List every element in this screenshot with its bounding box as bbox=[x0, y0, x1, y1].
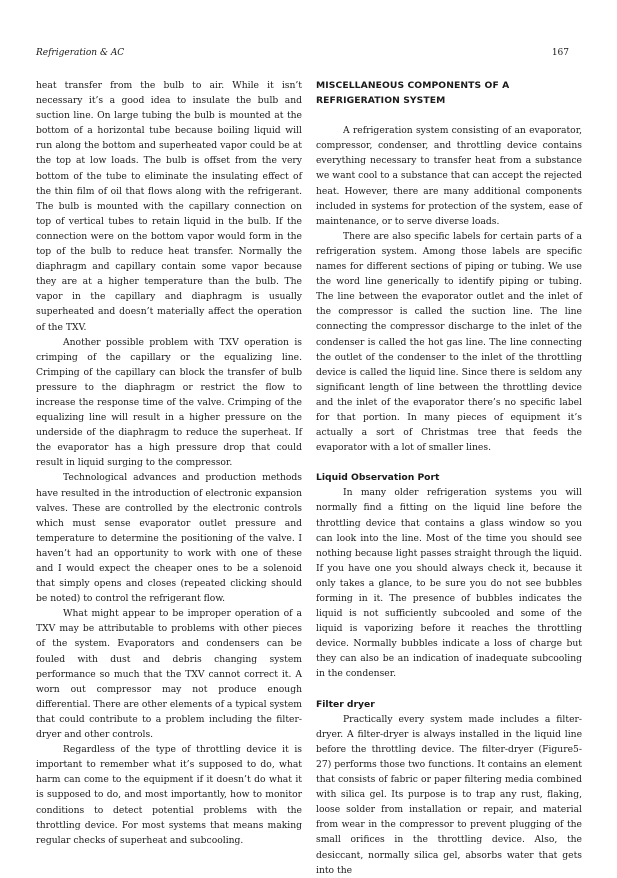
paragraph: In many older refrigeration systems you will normally find a fitting on the liquid line before the throttling device that contains a glass window so you can look into the line. Most of the time you should see nothing because light passes straight through the liquid. If you have one you should always check it, because it only takes a glance, to be sure you do not see bubbles forming in it. The presence of bubbles indicates the liquid is not sufficiently subcooled and some of the liquid is vaporizing before it reaches the throttling device. Normally bubbles indicate a loss of charge but they can also be an indication of inadequate subcooling in the condenser. bbox=[316, 487, 582, 680]
section-title: MISCELLANEOUS COMPONENTS OF A REFRIGERATION SYSTEM bbox=[316, 80, 510, 107]
left-column bbox=[36, 78, 302, 848]
spacer bbox=[316, 455, 582, 470]
paragraph: A refrigeration system consisting of an evaporator, compressor, condenser, and throttling device contains everything necessary to transfer heat from a substance we want cool to a substance that can accept the rejected heat. However, there are many additional components included in systems for protection of the system, ease of maintenance, or to serve diverse loads. bbox=[316, 125, 582, 227]
paragraph: What might appear to be improper operation of a TXV may be attributable to problems with other pieces of the system. Evaporators and condensers can be fouled with dust and debris changing system performance so much that the TXV cannot correct it. A worn out compressor may not produce enough differential. There are other elements of a typical system that could contribute to a problem including the filter-dryer and other controls. bbox=[36, 608, 302, 741]
filter-dryer-heading: Filter dryer bbox=[316, 698, 375, 710]
book-title: Refrigeration & AC bbox=[36, 48, 125, 58]
paragraph: heat transfer from the bulb to air. While it isn’t necessary it’s a good idea to insulate the bulb and suction line. On large tubing the bulb is mounted at the bottom of a horizontal tube because boiling liquid will run along the bottom and superheated vapor could be at the top at low loads. The bulb is offset from the very bottom of the tube to eliminate the insulating effect of the thin film of oil that flows along with the refrigerant. The bulb is mounted with the capillary connection on top of vertical tubes to retain liquid in the bulb. If the connection were on the bottom vapor would form in the top of the bulb to reduce heat transfer. Normally the diaphragm and capillary contain some vapor because they are at a higher temperature than the bulb. The vapor in the capillary and diaphragm is usually superheated and doesn’t materially affect the operation of the TXV. bbox=[36, 80, 302, 333]
liquid-observation-port-heading: Liquid Observation Port bbox=[316, 472, 440, 484]
running-head bbox=[36, 47, 569, 59]
paragraph: Regardless of the type of throttling device it is important to remember what it’s supposed to do, what harm can come to the equipment if it doesn’t do what it is supposed to do, and most importantly, how to monitor conditions to detect potential problems with the throttling device. For most systems that means making regular checks of superheat and subcooling. bbox=[36, 744, 302, 846]
right-column bbox=[316, 78, 582, 878]
paragraph: Practically every system made includes a filter-dryer. A filter-dryer is always installed in the liquid line before the throttling device. The filter-dryer (Figure5-27) performs those two functions. It contains an element that consists of fabric or paper filtering media combined with silica gel. Its purpose is to trap any rust, flaking, loose solder from installation or repair, and material from wear in the compressor to prevent plugging of the small orifices in the throttling device. Also, the desiccant, normally silica gel, absorbs water that gets into the bbox=[316, 713, 582, 876]
spacer bbox=[316, 682, 582, 697]
paragraph: Technological advances and production methods have resulted in the introduction of electronic expansion valves. These are controlled by the electronic controls which must sense evaporator outlet pressure and temperature to determine the positioning of the valve. I haven’t had an opportunity to work with one of these and I would expect the cheaper ones to be a solenoid that simply opens and closes (repeated clicking should be noted) to control the refrigerant flow. bbox=[36, 472, 302, 605]
paragraph: There are also specific labels for certain parts of a refrigeration system. Among those labels are specific names for different sections of piping or tubing. We use the word line generically to identify piping or tubing. The line between the evaporator outlet and the inlet of the compressor is called the suction line. The line connecting the compressor discharge to the inlet of the condenser is called the hot gas line. The line connecting the outlet of the condenser to the inlet of the throttling device is called the liquid line. Since there is seldom any significant length of line between the throttling device and the inlet of the evaporator there’s no specific label for that portion. In many pieces of equipment it’s actually a sort of Christmas tree that feeds the evaporator with a lot of smaller lines. bbox=[316, 230, 582, 454]
page-number: 167 bbox=[551, 48, 569, 58]
paragraph: Another possible problem with TXV operation is crimping of the capillary or the equalizing line. Crimping of the capillary can block the transfer of bulb pressure to the diaphragm or restrict the flow to increase the response time of the valve. Crimping of the equalizing line will result in a higher pressure on the underside of the diaphragm to reduce the superheat. If the evaporator has a high pressure drop that could result in liquid surging to the compressor. bbox=[36, 336, 302, 469]
